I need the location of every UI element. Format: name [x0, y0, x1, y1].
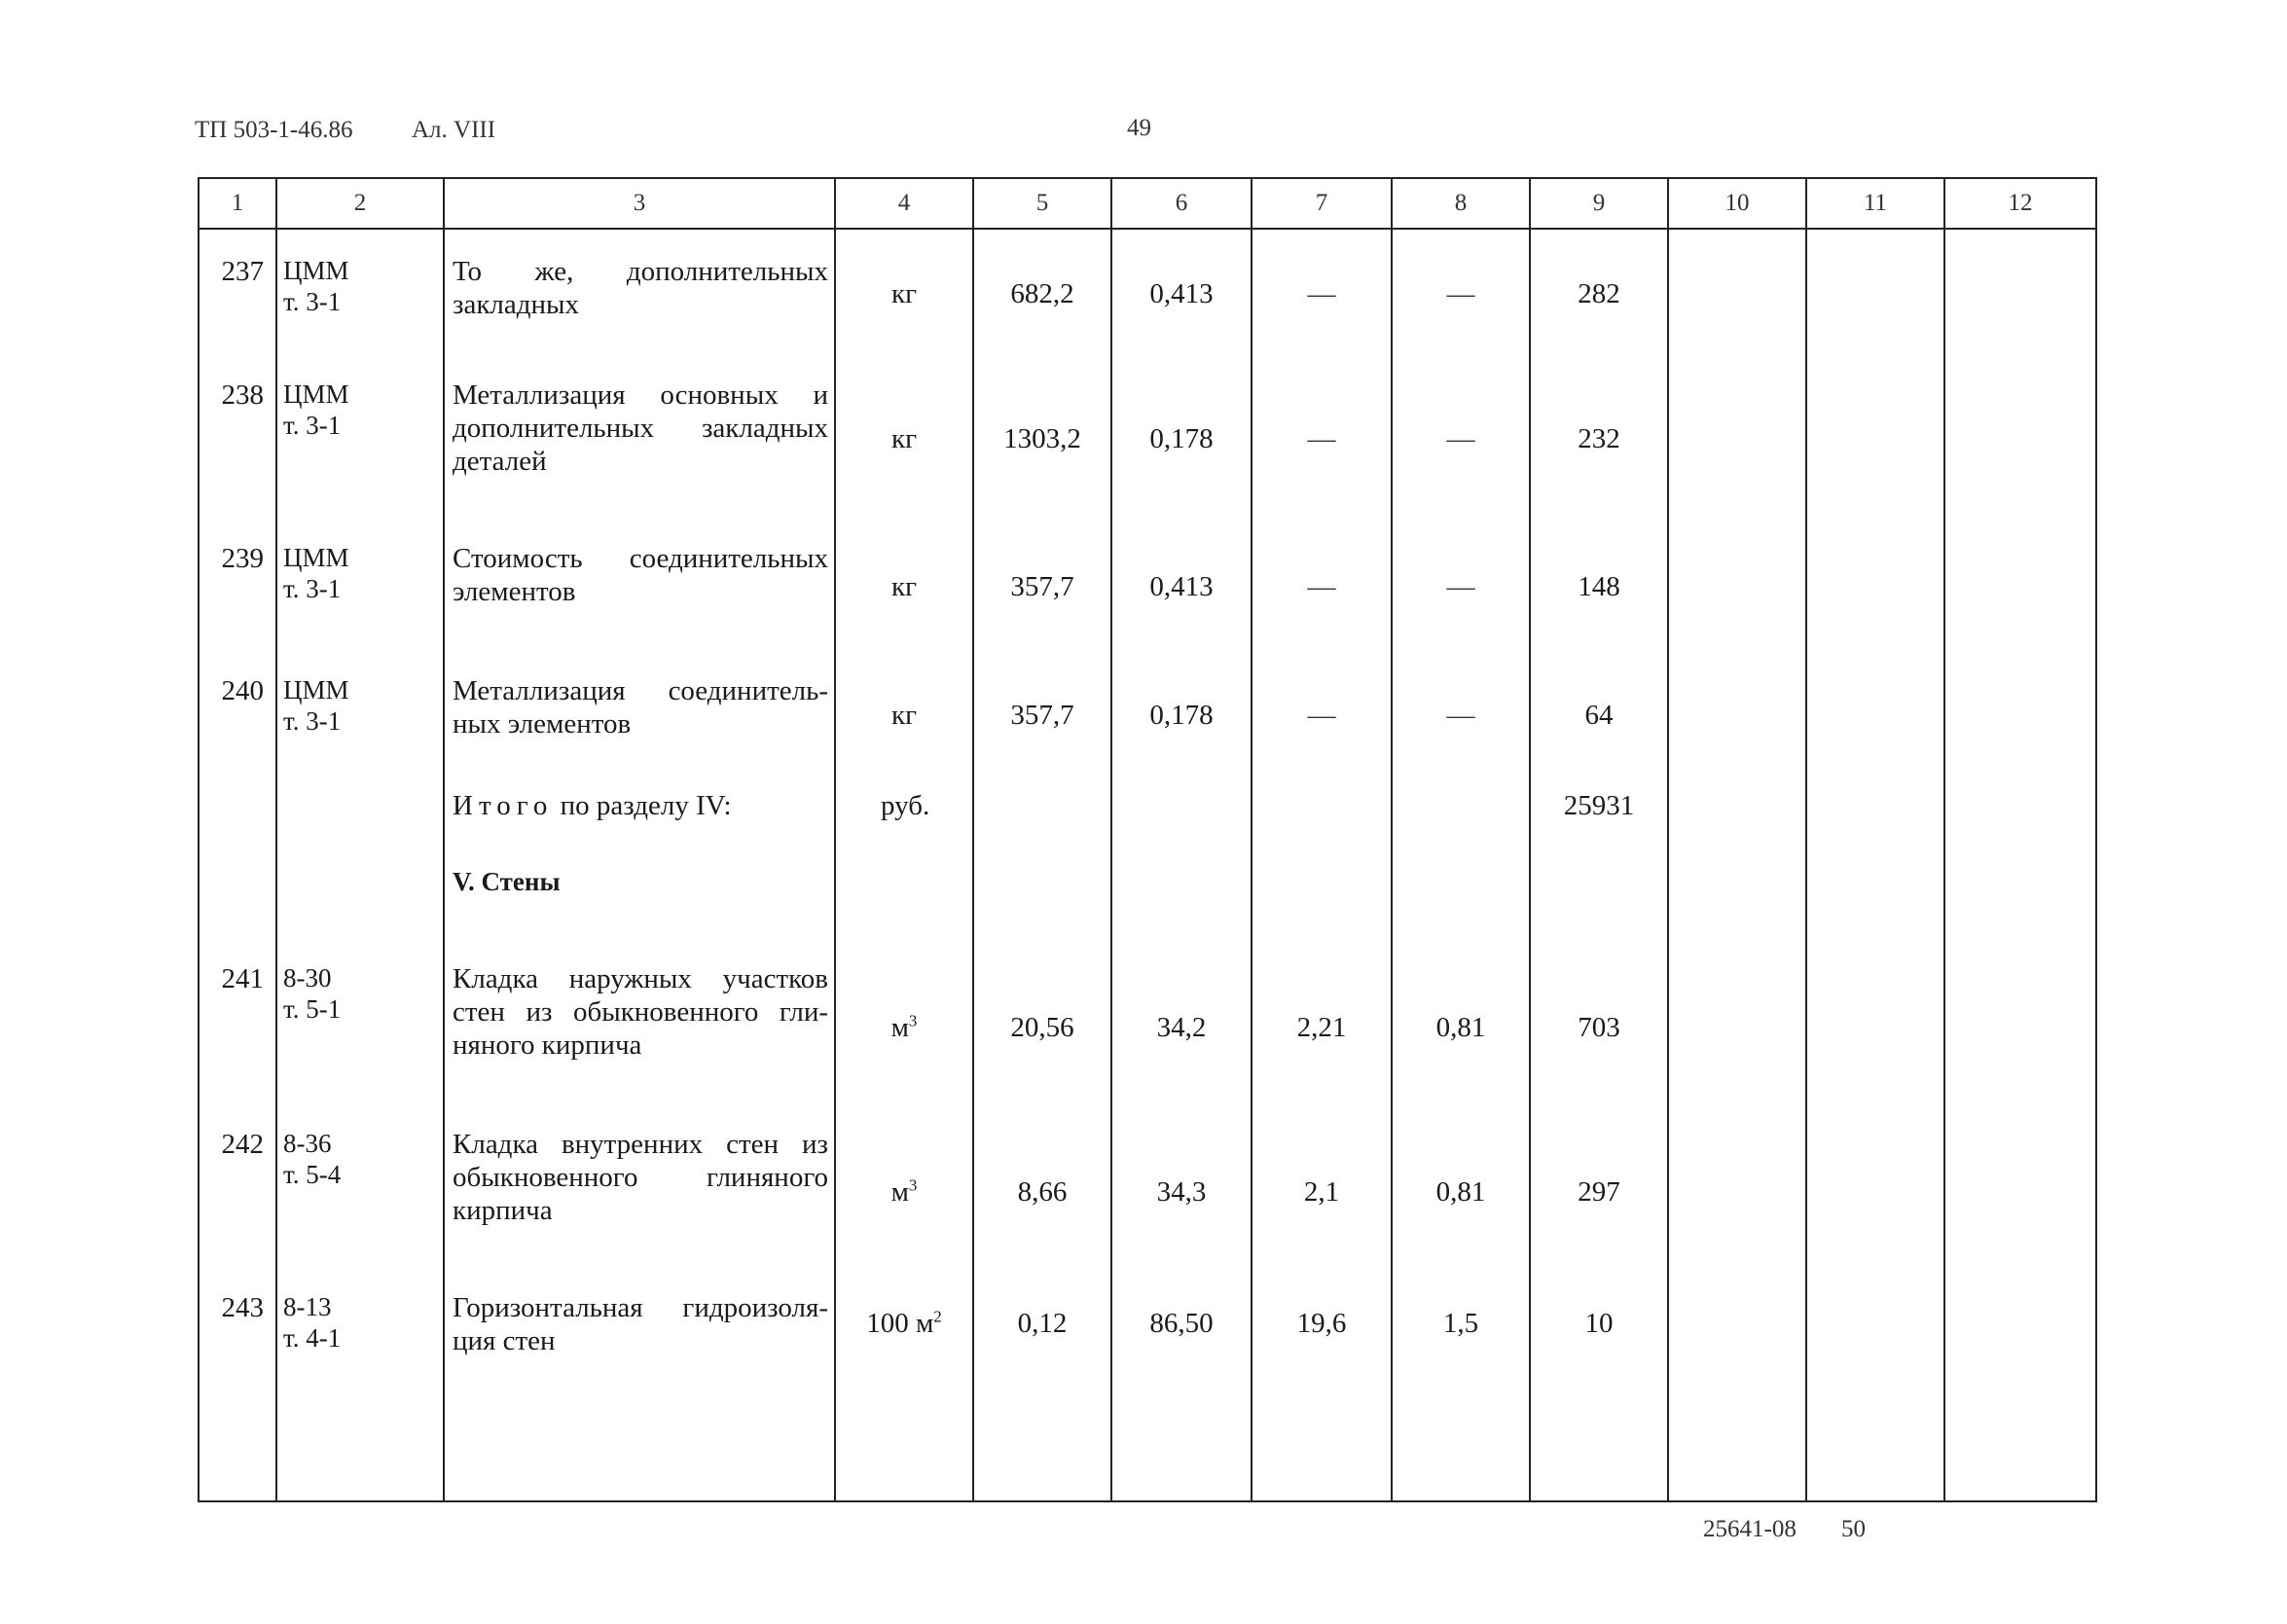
document-code: ТП 503-1-46.86 — [195, 117, 353, 143]
page-number: 49 — [1127, 115, 1151, 141]
norm-table: т. 4-1 — [283, 1323, 342, 1353]
unit-cost: 0,413 — [1111, 229, 1252, 357]
quantity: 357,7 — [973, 653, 1111, 777]
quantity: 0,12 — [1017, 1308, 1068, 1339]
norm-code: ЦММ — [283, 256, 349, 285]
norm-code: 8-36 — [283, 1129, 332, 1158]
norm-table: т. 5-4 — [283, 1160, 342, 1189]
table-row — [199, 521, 2096, 653]
column-header: 9 — [1530, 178, 1668, 229]
estimate-table — [198, 177, 2097, 1502]
total-cost: 703 — [1530, 945, 1668, 1110]
unit-exponent: 2 — [933, 1307, 942, 1326]
unit: кг — [835, 357, 973, 521]
section-header-row — [199, 851, 2096, 945]
norm-table: т. 3-1 — [283, 706, 342, 736]
unit-cost: 34,3 — [1111, 1110, 1252, 1274]
total-cost: 148 — [1530, 521, 1668, 653]
unit-exponent: 3 — [908, 1175, 918, 1195]
value-col7: — — [1252, 521, 1392, 653]
unit: кг — [835, 653, 973, 777]
unit-cost: 0,178 — [1111, 357, 1252, 521]
value-col7: — — [1252, 229, 1392, 357]
footer-document-code: 25641-08 — [1703, 1516, 1797, 1542]
norm-table: т. 3-1 — [283, 287, 342, 316]
quantity: 8,66 — [973, 1110, 1111, 1274]
album-number: Ал. VIII — [412, 117, 496, 143]
total-label-spaced: Итого — [453, 790, 554, 821]
unit — [836, 1274, 972, 1340]
column-header: 4 — [835, 178, 973, 229]
norm-code: ЦММ — [283, 379, 349, 409]
section-total-row — [199, 777, 2096, 851]
unit-base: м — [890, 1176, 909, 1208]
item-description: Кладка внутренних стен из обыкновенного глиняного кирпича — [453, 1129, 828, 1226]
row-number: 237 — [221, 256, 264, 287]
row-number: 243 — [221, 1292, 264, 1323]
unit — [835, 1110, 973, 1274]
total-label — [453, 777, 828, 822]
unit-cost: 0,178 — [1111, 653, 1252, 777]
column-header-row — [199, 178, 2096, 229]
norm-code: ЦММ — [283, 543, 349, 572]
norm-table: т. 3-1 — [283, 574, 342, 603]
item-description: Кладка наружных участков стен из обыкновенного гли-няного кирпича — [453, 963, 828, 1061]
item-description: Горизонтальная гидроизоля-ция стен — [453, 1292, 828, 1356]
column-header: 3 — [444, 178, 835, 229]
table-row — [199, 1274, 2096, 1501]
column-header: 5 — [973, 178, 1111, 229]
item-description: Стоимость соединительных элементов — [453, 543, 828, 607]
norm-code: 8-30 — [283, 963, 332, 992]
unit: кг — [835, 229, 973, 357]
value-col7: — — [1252, 357, 1392, 521]
total-label-rest: по разделу IV: — [560, 790, 732, 821]
table-row — [199, 945, 2096, 1110]
row-number: 239 — [221, 543, 264, 574]
norm-table: т. 3-1 — [283, 411, 342, 440]
quantity: 357,7 — [973, 521, 1111, 653]
unit-cost: 0,413 — [1111, 521, 1252, 653]
quantity: 682,2 — [973, 229, 1111, 357]
unit-base: м — [890, 1012, 909, 1043]
total-cost: 297 — [1530, 1110, 1668, 1274]
value-col8: 1,5 — [1442, 1308, 1479, 1339]
quantity: 20,56 — [973, 945, 1111, 1110]
item-description: То же, дополнительных закладных — [453, 256, 828, 320]
table-row — [199, 1110, 2096, 1274]
total-cost: 64 — [1530, 653, 1668, 777]
value-col8: — — [1392, 653, 1530, 777]
total-cost: 282 — [1530, 229, 1668, 357]
value-col7: 2,21 — [1252, 945, 1392, 1110]
column-header: 11 — [1806, 178, 1944, 229]
unit-cost: 86,50 — [1149, 1308, 1214, 1339]
total-unit: руб. — [881, 790, 930, 821]
value-col8: — — [1392, 521, 1530, 653]
quantity: 1303,2 — [973, 357, 1111, 521]
total-cost: 232 — [1530, 357, 1668, 521]
value-col8: 0,81 — [1392, 945, 1530, 1110]
row-number: 242 — [221, 1129, 264, 1160]
norm-code: 8-13 — [283, 1292, 332, 1321]
total-cost: 10 — [1584, 1308, 1614, 1339]
row-number: 238 — [221, 379, 264, 411]
row-number: 241 — [221, 963, 264, 994]
table-row — [199, 229, 2096, 357]
norm-table: т. 5-1 — [283, 994, 342, 1024]
unit — [835, 945, 973, 1110]
item-description: Металлизация основных и дополнительных закладных деталей — [453, 379, 828, 477]
table-row — [199, 653, 2096, 777]
value-col8: — — [1392, 357, 1530, 521]
unit-exponent: 3 — [908, 1011, 918, 1030]
value-col8: — — [1392, 229, 1530, 357]
unit: кг — [835, 521, 973, 653]
value-col8: 0,81 — [1392, 1110, 1530, 1274]
column-header: 6 — [1111, 178, 1252, 229]
section-title: V. Стены — [453, 867, 561, 896]
column-header: 8 — [1392, 178, 1530, 229]
value-col7: — — [1252, 653, 1392, 777]
table-row — [199, 357, 2096, 521]
column-header: 7 — [1252, 178, 1392, 229]
column-header: 1 — [199, 178, 276, 229]
unit-base: 100 м — [866, 1308, 934, 1339]
value-col7: 2,1 — [1252, 1110, 1392, 1274]
value-col7: 19,6 — [1296, 1308, 1347, 1339]
footer-page-number: 50 — [1841, 1516, 1866, 1542]
section-total-value: 25931 — [1563, 790, 1635, 821]
row-number: 240 — [221, 675, 264, 706]
item-description: Металлизация соединитель-ных элементов — [453, 675, 828, 740]
column-header: 10 — [1668, 178, 1806, 229]
column-header: 12 — [1944, 178, 2096, 229]
norm-code: ЦММ — [283, 675, 349, 704]
unit-cost: 34,2 — [1111, 945, 1252, 1110]
column-header: 2 — [276, 178, 444, 229]
